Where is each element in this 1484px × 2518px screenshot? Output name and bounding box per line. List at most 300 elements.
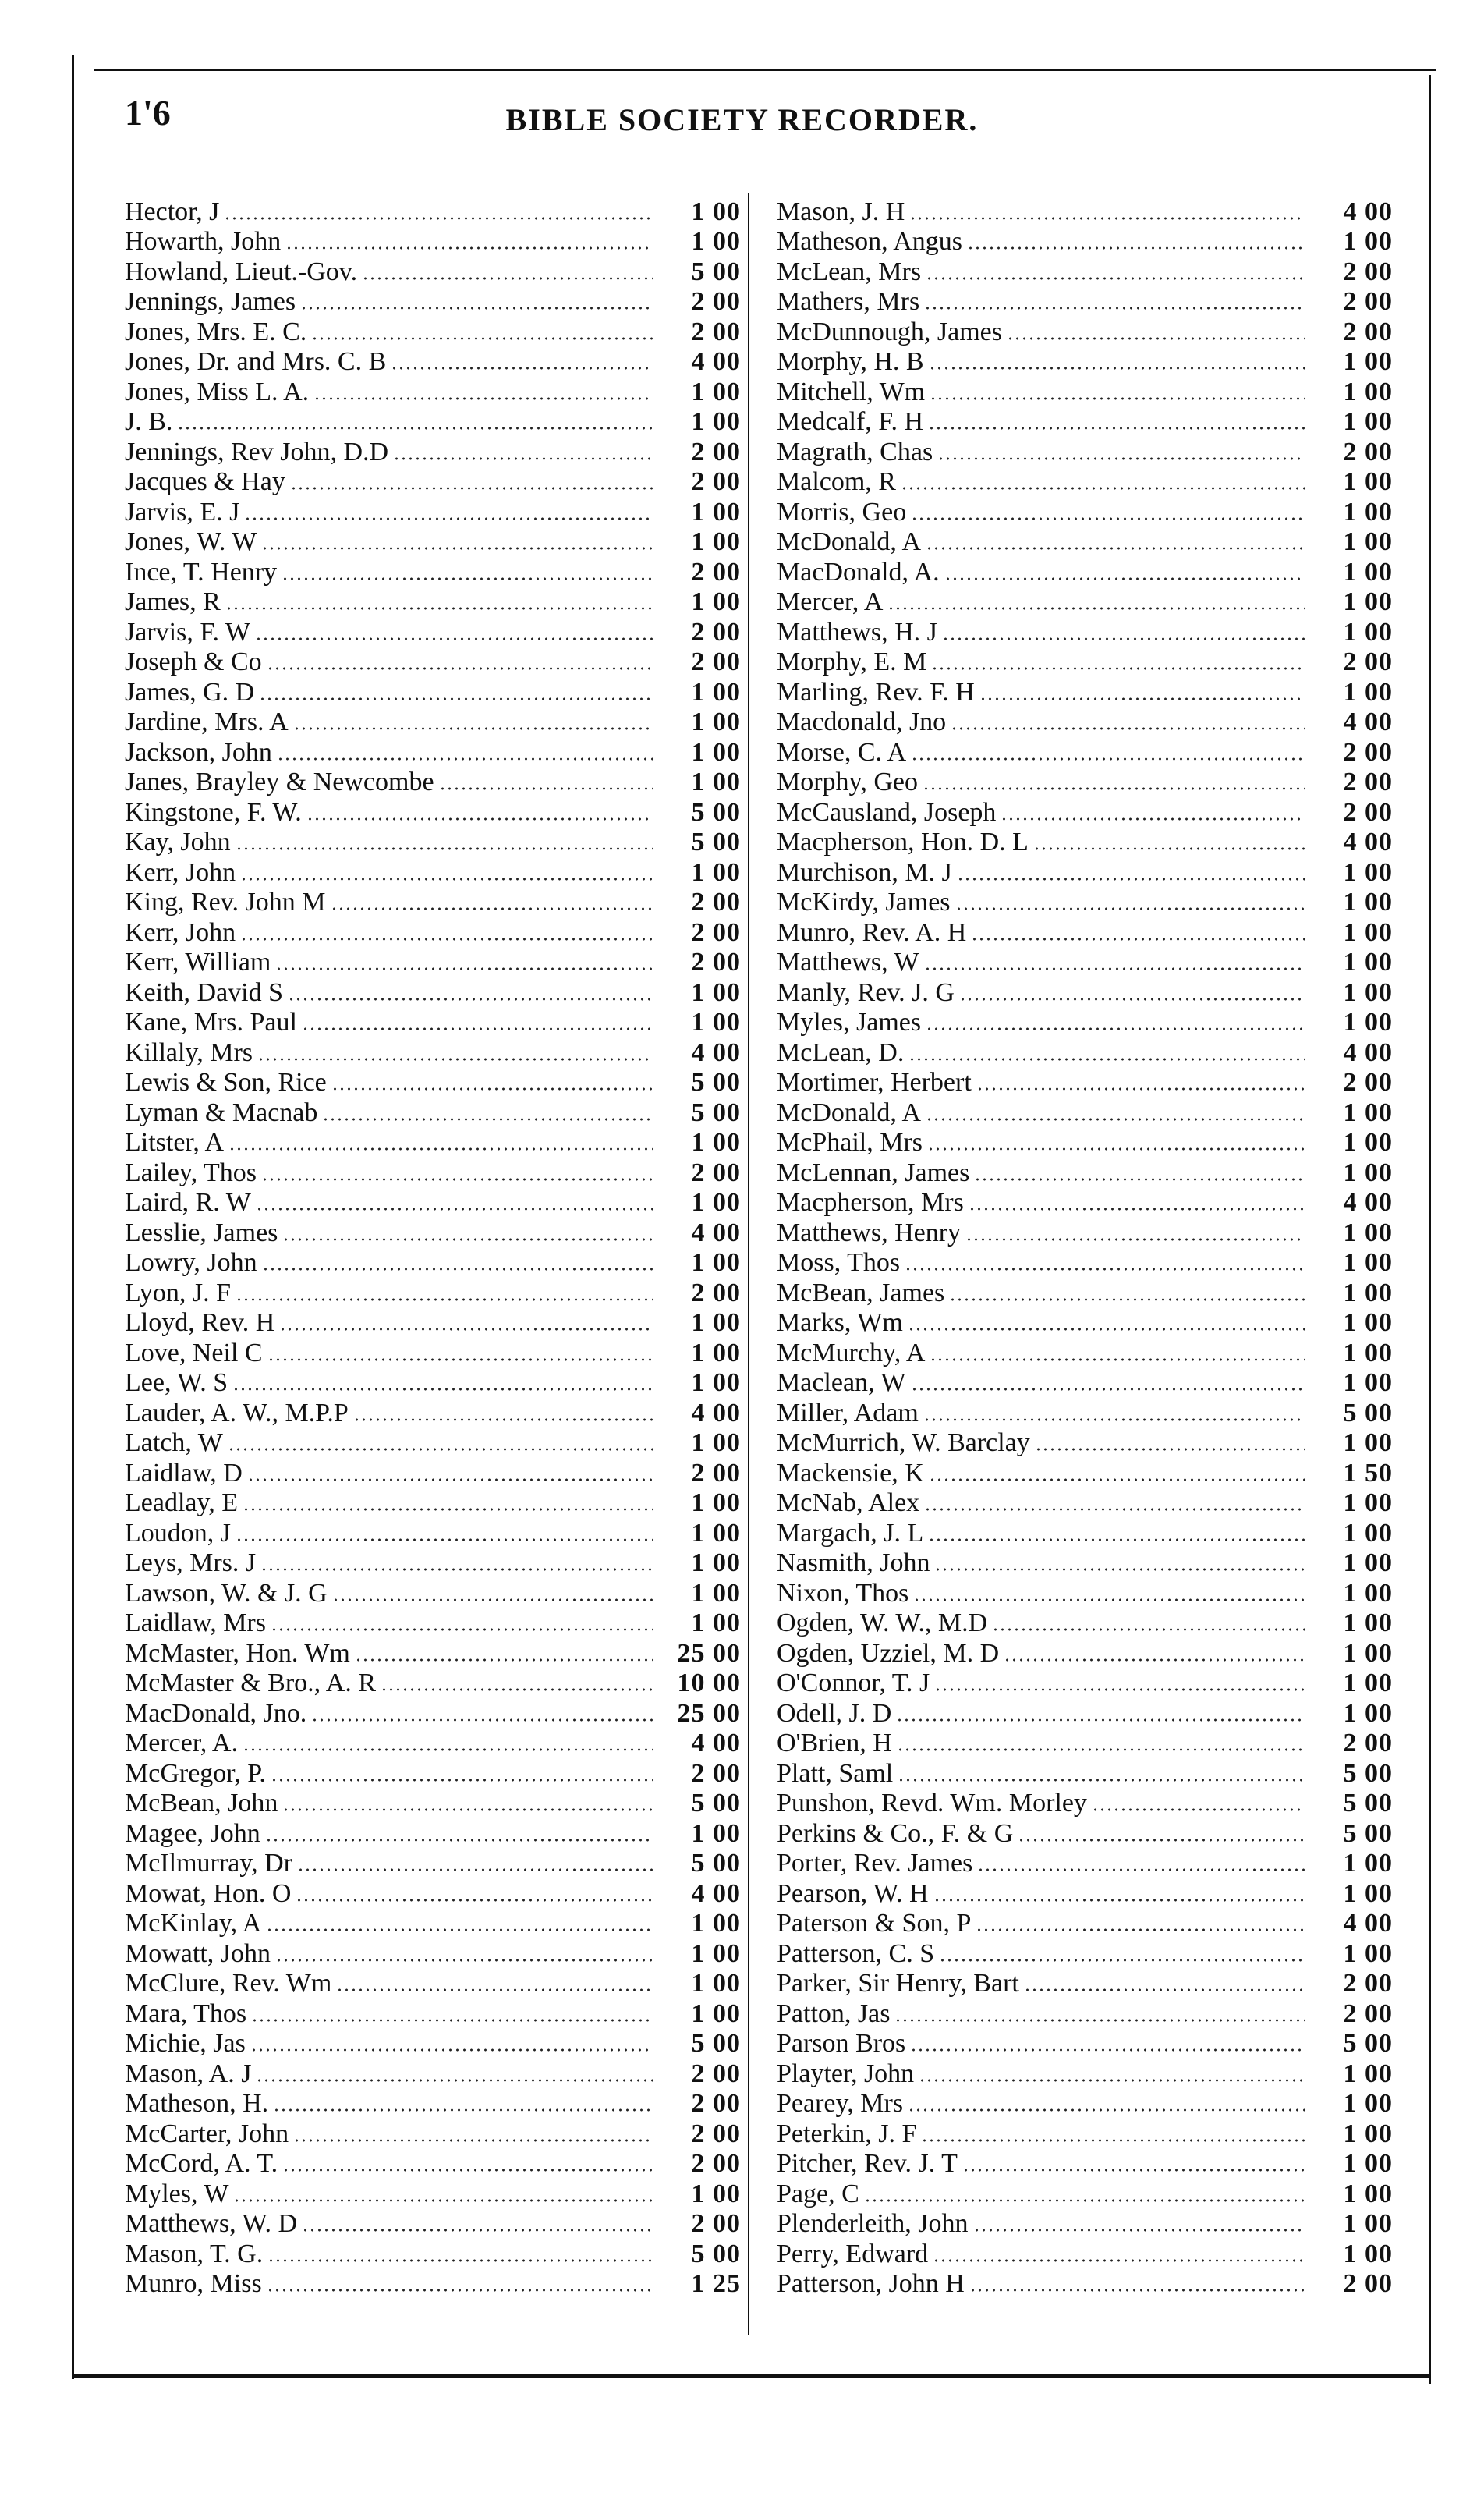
- subscription-amount: 1 00: [691, 1938, 741, 1968]
- subscription-amount: 1 00: [1343, 1578, 1393, 1608]
- subscription-amount: 2 00: [1343, 317, 1393, 346]
- dot-leader: [901, 486, 1305, 491]
- page-title: BIBLE SOCIETY RECORDER.: [505, 102, 979, 137]
- dot-leader: [911, 1387, 1305, 1392]
- dot-leader: [267, 2258, 653, 2263]
- subscriber-row: [777, 407, 1393, 438]
- dot-leader: [236, 1297, 653, 1302]
- subscriber-row: [777, 1068, 1393, 1098]
- subscriber-name: Loudon, J: [125, 1518, 231, 1548]
- subscription-amount: 25 00: [677, 1638, 741, 1668]
- dot-leader: [951, 726, 1305, 731]
- dot-leader: [362, 276, 653, 281]
- subscriber-name: Murchison, M. J: [777, 857, 952, 887]
- dot-leader: [864, 2198, 1305, 2203]
- subscriber-name: McKinlay, A: [125, 1909, 262, 1938]
- dot-leader: [273, 2108, 653, 2112]
- dot-leader: [331, 906, 653, 911]
- dot-leader: [233, 2198, 653, 2203]
- subscriber-row: [777, 587, 1393, 618]
- dot-leader: [262, 1267, 653, 1271]
- subscriber-name: Lowry, John: [125, 1248, 257, 1277]
- dot-leader: [288, 997, 653, 1002]
- subscription-amount: 1 00: [1343, 2149, 1393, 2178]
- subscriber-name: Margach, J. L: [777, 1518, 924, 1548]
- subscriber-row: [125, 1037, 741, 1068]
- subscription-amount: 2 00: [691, 1758, 741, 1788]
- dot-leader: [929, 366, 1305, 371]
- dot-leader: [228, 1147, 653, 1151]
- dot-leader: [924, 966, 1305, 971]
- dot-leader: [261, 1177, 653, 1182]
- dot-leader: [942, 637, 1305, 641]
- subscription-amount: 1 00: [1343, 2239, 1393, 2268]
- subscriber-name: Matthews, W: [777, 948, 919, 977]
- dot-leader: [290, 486, 653, 491]
- subscriber-row: [777, 197, 1393, 227]
- left-subscriber-column: [125, 197, 741, 2299]
- subscriber-name: Mathers, Mrs: [777, 287, 920, 316]
- subscriber-row: [125, 1698, 741, 1729]
- dot-leader: [331, 1087, 653, 1091]
- subscription-amount: 4 00: [1343, 828, 1393, 856]
- subscription-amount: 1 00: [691, 1818, 741, 1848]
- subscription-amount: 5 00: [691, 257, 741, 286]
- subscriber-row: [125, 677, 741, 708]
- subscriber-name: Pitcher, Rev. J. T: [777, 2149, 958, 2178]
- subscription-amount: 1 00: [691, 2179, 741, 2208]
- subscription-amount: 1 00: [1343, 2209, 1393, 2238]
- dot-leader: [939, 1958, 1305, 1963]
- subscription-amount: 4 00: [691, 1037, 741, 1067]
- subscription-amount: 2 00: [1343, 1969, 1393, 1998]
- subscriber-name: Hector, J: [125, 197, 220, 226]
- subscriber-row: [777, 257, 1393, 287]
- dot-leader: [259, 697, 653, 701]
- subscription-amount: 1 00: [1343, 1488, 1393, 1517]
- subscriber-row: [777, 1398, 1393, 1428]
- subscription-amount: 1 00: [1343, 347, 1393, 376]
- subscriber-row: [125, 1938, 741, 1969]
- subscriber-name: Marling, Rev. F. H: [777, 677, 975, 707]
- subscriber-name: Perkins & Co., F. & G: [777, 1818, 1014, 1848]
- subscription-amount: 1 00: [691, 1188, 741, 1217]
- subscriber-name: Love, Neil C: [125, 1338, 263, 1367]
- subscription-amount: 2 00: [691, 1158, 741, 1187]
- subscription-amount: 5 00: [1343, 1818, 1393, 1848]
- subscriber-row: [125, 1758, 741, 1789]
- subscriber-name: Matheson, H.: [125, 2089, 269, 2118]
- subscriber-row: [125, 1398, 741, 1428]
- subscription-amount: 2 00: [691, 1458, 741, 1488]
- dot-leader: [275, 966, 653, 971]
- dot-leader: [256, 1207, 653, 1211]
- dot-leader: [1004, 1658, 1305, 1662]
- subscriber-name: Mortimer, Herbert: [777, 1068, 972, 1097]
- subscriber-row: [777, 1278, 1393, 1308]
- subscription-amount: 1 00: [1343, 2179, 1393, 2208]
- dot-leader: [261, 546, 653, 551]
- dot-leader: [267, 1357, 653, 1362]
- subscriber-name: Lyman & Macnab: [125, 1098, 318, 1127]
- subscription-amount: 1 00: [1343, 1368, 1393, 1397]
- subscription-amount: 4 00: [691, 1878, 741, 1908]
- dot-leader: [923, 786, 1305, 791]
- dot-leader: [251, 2018, 653, 2023]
- dot-leader: [923, 1417, 1305, 1422]
- dot-leader: [959, 997, 1305, 1002]
- subscriber-name: Medcalf, F. H: [777, 407, 924, 436]
- dot-leader: [955, 906, 1305, 911]
- subscription-amount: 1 00: [691, 407, 741, 436]
- dot-leader: [933, 2258, 1305, 2263]
- subscriber-name: James, R: [125, 587, 221, 616]
- subscriber-row: [125, 1669, 741, 1699]
- subscriber-row: [125, 467, 741, 498]
- subscriber-name: Joseph & Co: [125, 647, 262, 676]
- dot-leader: [977, 1867, 1305, 1872]
- subscriber-name: Pearey, Mrs: [777, 2089, 904, 2118]
- subscriber-name: Leys, Mrs. J: [125, 1548, 257, 1577]
- subscriber-row: [125, 1068, 741, 1098]
- subscription-amount: 1 00: [691, 1488, 741, 1517]
- subscription-amount: 4 00: [691, 1729, 741, 1757]
- subscriber-name: Howarth, John: [125, 227, 282, 256]
- subscription-amount: 1 00: [691, 1998, 741, 2028]
- subscriber-name: Lailey, Thos: [125, 1158, 257, 1187]
- subscription-amount: 1 00: [1343, 1669, 1393, 1697]
- subscriber-name: Porter, Rev. James: [777, 1849, 973, 1878]
- subscriber-row: [125, 1849, 741, 1879]
- dot-leader: [1092, 1807, 1305, 1812]
- subscription-amount: 1 00: [691, 737, 741, 767]
- subscription-amount: 1 00: [691, 677, 741, 707]
- subscriber-name: Michie, Jas: [125, 2029, 246, 2058]
- subscriber-row: [777, 977, 1393, 1008]
- subscriber-row: [125, 1789, 741, 1819]
- subscriber-row: [125, 287, 741, 317]
- subscription-amount: 2 00: [691, 2119, 741, 2148]
- subscriber-name: McCarter, John: [125, 2119, 289, 2148]
- subscription-amount: 1 00: [1343, 227, 1393, 256]
- subscriber-name: Parker, Sir Henry, Bart: [777, 1969, 1019, 1998]
- subscriber-name: MacDonald, Jno.: [125, 1698, 307, 1728]
- subscription-amount: 5 00: [1343, 1789, 1393, 1818]
- subscriber-row: [777, 377, 1393, 407]
- subscriber-row: [125, 587, 741, 618]
- dot-leader: [924, 306, 1305, 310]
- column-divider: [748, 193, 749, 2335]
- subscriber-row: [777, 1338, 1393, 1368]
- subscription-amount: 2 00: [691, 317, 741, 346]
- subscriber-row: [125, 708, 741, 738]
- dot-leader: [311, 336, 653, 341]
- subscriber-name: Paterson & Son, P: [777, 1909, 972, 1938]
- subscriber-name: Mitchell, Wm: [777, 377, 926, 406]
- subscription-amount: 5 00: [691, 2029, 741, 2058]
- subscriber-row: [777, 1789, 1393, 1819]
- subscriber-name: Playter, John: [777, 2059, 915, 2088]
- subscriber-name: Morse, C. A: [777, 737, 907, 767]
- subscriber-row: [125, 1338, 741, 1368]
- subscription-amount: 1 00: [1343, 1278, 1393, 1307]
- subscriber-row: [777, 1218, 1393, 1248]
- subscription-amount: 2 00: [691, 2209, 741, 2238]
- subscription-amount: 5 00: [691, 1068, 741, 1097]
- dot-leader: [296, 1898, 653, 1903]
- dot-leader: [910, 2048, 1305, 2052]
- subscriber-name: Lauder, A. W., M.P.P: [125, 1398, 349, 1427]
- subscriber-row: [125, 888, 741, 918]
- dot-leader: [236, 846, 653, 851]
- subscription-amount: 1 00: [1343, 1248, 1393, 1277]
- subscription-amount: 10 00: [677, 1669, 741, 1697]
- subscriber-name: McMaster, Hon. Wm: [125, 1638, 350, 1668]
- subscriber-name: McBean, John: [125, 1789, 278, 1818]
- subscriber-row: [777, 2239, 1393, 2269]
- dot-leader: [976, 1087, 1305, 1091]
- dot-leader: [962, 2168, 1305, 2172]
- dot-leader: [926, 546, 1305, 551]
- subscription-amount: 1 00: [1343, 857, 1393, 887]
- subscriber-row: [125, 1098, 741, 1128]
- subscriber-name: Platt, Saml: [777, 1758, 894, 1788]
- subscriber-row: [777, 1368, 1393, 1399]
- subscriber-row: [125, 317, 741, 347]
- subscriber-row: [777, 1998, 1393, 2029]
- subscription-amount: 1 00: [691, 1518, 741, 1548]
- subscription-amount: 1 00: [691, 768, 741, 796]
- dot-leader: [300, 306, 653, 310]
- subscriber-row: [125, 797, 741, 828]
- dot-leader: [969, 2288, 1305, 2293]
- subscription-amount: 1 00: [691, 227, 741, 256]
- dot-leader: [926, 1027, 1305, 1031]
- subscriber-row: [125, 2059, 741, 2089]
- subscriber-row: [777, 737, 1393, 768]
- dot-leader: [267, 2288, 653, 2293]
- subscription-amount: 1 50: [1343, 1458, 1393, 1488]
- dot-leader: [282, 576, 653, 581]
- dot-leader: [974, 1177, 1305, 1182]
- subscriber-name: Matthews, H. J: [777, 617, 937, 647]
- subscriber-name: Miller, Adam: [777, 1398, 919, 1427]
- subscription-amount: 1 00: [691, 1909, 741, 1938]
- subscriber-row: [125, 2089, 741, 2119]
- dot-leader: [279, 1327, 653, 1332]
- subscription-amount: 2 00: [691, 888, 741, 917]
- subscriber-name: Moss, Thos: [777, 1248, 901, 1277]
- subscription-amount: 4 00: [691, 1218, 741, 1247]
- subscription-amount: 1 00: [691, 587, 741, 616]
- subscriber-row: [777, 1608, 1393, 1639]
- subscription-amount: 4 00: [1343, 708, 1393, 736]
- dot-leader: [928, 1537, 1305, 1542]
- subscriber-row: [125, 977, 741, 1008]
- subscriber-row: [125, 1578, 741, 1608]
- subscription-amount: 2 00: [1343, 768, 1393, 796]
- subscriber-name: Magrath, Chas: [777, 437, 933, 466]
- subscription-amount: 1 00: [1343, 917, 1393, 947]
- subscriber-name: Nasmith, John: [777, 1548, 930, 1577]
- subscription-amount: 1 00: [1343, 677, 1393, 707]
- subscriber-row: [777, 1158, 1393, 1188]
- subscriber-name: Kay, John: [125, 828, 231, 856]
- subscriber-name: McDonald, A: [777, 1098, 922, 1127]
- subscriber-name: McNab, Alex: [777, 1488, 920, 1517]
- subscriber-name: Magee, John: [125, 1818, 260, 1848]
- dot-leader: [931, 666, 1305, 671]
- subscription-amount: 4 00: [691, 347, 741, 376]
- page-number: 1'6: [125, 93, 171, 133]
- dot-leader: [271, 1778, 653, 1782]
- subscriber-row: [125, 2029, 741, 2059]
- subscription-amount: 1 00: [1343, 2059, 1393, 2088]
- subscriber-name: Perry, Edward: [777, 2239, 929, 2268]
- dot-leader: [949, 1297, 1305, 1302]
- subscriber-row: [777, 1849, 1393, 1879]
- dot-leader: [236, 1537, 653, 1542]
- subscriber-name: Jones, Miss L. A.: [125, 377, 310, 406]
- subscriber-name: King, Rev. John M: [125, 888, 326, 917]
- subscription-amount: 1 00: [1343, 467, 1393, 496]
- subscription-amount: 2 00: [691, 287, 741, 316]
- subscription-amount: 1 00: [691, 1368, 741, 1397]
- dot-leader: [1001, 817, 1305, 821]
- subscriber-row: [777, 1098, 1393, 1128]
- subscriber-row: [777, 708, 1393, 738]
- subscription-amount: 25 00: [677, 1698, 741, 1728]
- subscriber-name: McIlmurray, Dr: [125, 1849, 292, 1878]
- subscription-amount: 1 00: [691, 1969, 741, 1998]
- subscriber-name: Page, C: [777, 2179, 859, 2208]
- subscriber-row: [125, 1458, 741, 1488]
- subscriber-row: [125, 1608, 741, 1639]
- dot-leader: [257, 1057, 653, 1062]
- subscriber-row: [777, 1488, 1393, 1519]
- subscription-amount: 2 00: [1343, 287, 1393, 316]
- subscription-amount: 1 00: [691, 377, 741, 406]
- subscriber-row: [777, 557, 1393, 587]
- subscription-amount: 2 00: [691, 917, 741, 947]
- subscriber-name: Lee, W. S: [125, 1368, 228, 1397]
- subscriber-row: [125, 768, 741, 798]
- subscriber-name: J. B.: [125, 407, 173, 436]
- subscription-amount: 2 00: [1343, 647, 1393, 676]
- dot-leader: [929, 1477, 1305, 1482]
- subscriber-row: [777, 1698, 1393, 1729]
- subscription-amount: 1 00: [1343, 1218, 1393, 1247]
- subscriber-row: [777, 2269, 1393, 2300]
- subscriber-row: [125, 1248, 741, 1279]
- subscription-amount: 1 00: [691, 1248, 741, 1277]
- subscriber-name: Ince, T. Henry: [125, 557, 278, 587]
- subscriber-name: Matthews, W. D: [125, 2209, 297, 2238]
- subscriber-name: Jarvis, E. J: [125, 497, 240, 527]
- subscriber-name: McKirdy, James: [777, 888, 951, 917]
- subscriber-name: McCausland, Joseph: [777, 797, 997, 827]
- dot-leader: [1024, 1988, 1305, 1992]
- subscriber-name: Myles, W: [125, 2179, 229, 2208]
- subscriber-row: [777, 797, 1393, 828]
- subscriber-row: [777, 1518, 1393, 1548]
- dot-leader: [921, 2138, 1305, 2143]
- subscriber-row: [125, 1428, 741, 1459]
- dot-leader: [277, 757, 653, 761]
- subscription-amount: 1 00: [1343, 1548, 1393, 1577]
- subscriber-name: Punshon, Revd. Wm. Morley: [777, 1789, 1087, 1818]
- dot-leader: [302, 1027, 653, 1031]
- subscriber-row: [125, 828, 741, 858]
- subscriber-row: [125, 2209, 741, 2240]
- subscriber-row: [125, 917, 741, 948]
- subscription-amount: 5 00: [691, 2239, 741, 2268]
- subscriber-row: [777, 437, 1393, 467]
- subscription-amount: 1 00: [691, 197, 741, 226]
- subscription-amount: 1 00: [1343, 587, 1393, 616]
- subscriber-name: Howland, Lieut.-Gov.: [125, 257, 358, 286]
- subscription-amount: 1 00: [1343, 1698, 1393, 1728]
- subscriber-row: [777, 1308, 1393, 1339]
- subscriber-name: Kerr, John: [125, 917, 236, 947]
- subscription-amount: 1 00: [691, 857, 741, 887]
- subscription-amount: 5 00: [691, 828, 741, 856]
- subscriber-name: Laidlaw, Mrs: [125, 1608, 266, 1637]
- subscriber-row: [777, 287, 1393, 317]
- dot-leader: [1035, 1447, 1305, 1452]
- subscription-amount: 1 00: [1343, 2119, 1393, 2148]
- subscriber-row: [777, 948, 1393, 978]
- subscription-amount: 4 00: [691, 1398, 741, 1427]
- subscription-amount: 1 00: [691, 527, 741, 556]
- subscriber-row: [777, 317, 1393, 347]
- subscriber-row: [777, 2059, 1393, 2089]
- subscriber-name: Laird, R. W: [125, 1188, 251, 1217]
- subscriber-row: [125, 557, 741, 587]
- subscriber-row: [125, 197, 741, 227]
- subscriber-row: [125, 1128, 741, 1158]
- subscriber-name: Mowatt, John: [125, 1938, 271, 1968]
- subscriber-row: [777, 1578, 1393, 1608]
- subscriber-row: [125, 1218, 741, 1248]
- subscriber-row: [777, 1729, 1393, 1759]
- subscription-amount: 2 00: [1343, 737, 1393, 767]
- subscription-amount: 1 00: [691, 497, 741, 527]
- subscriber-name: Lyon, J. F: [125, 1278, 232, 1307]
- subscriber-row: [777, 1458, 1393, 1488]
- subscriber-row: [125, 227, 741, 257]
- subscriber-row: [125, 2119, 741, 2149]
- subscriber-row: [777, 917, 1393, 948]
- dot-leader: [240, 937, 653, 942]
- subscriber-row: [125, 257, 741, 287]
- dot-leader: [957, 877, 1305, 881]
- subscription-amount: 1 00: [691, 1578, 741, 1608]
- subscription-amount: 2 00: [691, 617, 741, 647]
- subscriber-row: [777, 2149, 1393, 2179]
- subscriber-name: Mercer, A.: [125, 1729, 238, 1757]
- subscriber-row: [777, 1758, 1393, 1789]
- subscriber-row: [777, 1548, 1393, 1579]
- subscriber-name: Plenderleith, John: [777, 2209, 969, 2238]
- subscriber-row: [125, 1518, 741, 1548]
- subscriber-name: Patterson, John H: [777, 2269, 965, 2298]
- right-border: [1429, 75, 1431, 2384]
- dot-leader: [275, 1958, 653, 1963]
- subscriber-row: [125, 2239, 741, 2269]
- dot-leader: [911, 757, 1305, 761]
- dot-leader: [266, 1928, 653, 1932]
